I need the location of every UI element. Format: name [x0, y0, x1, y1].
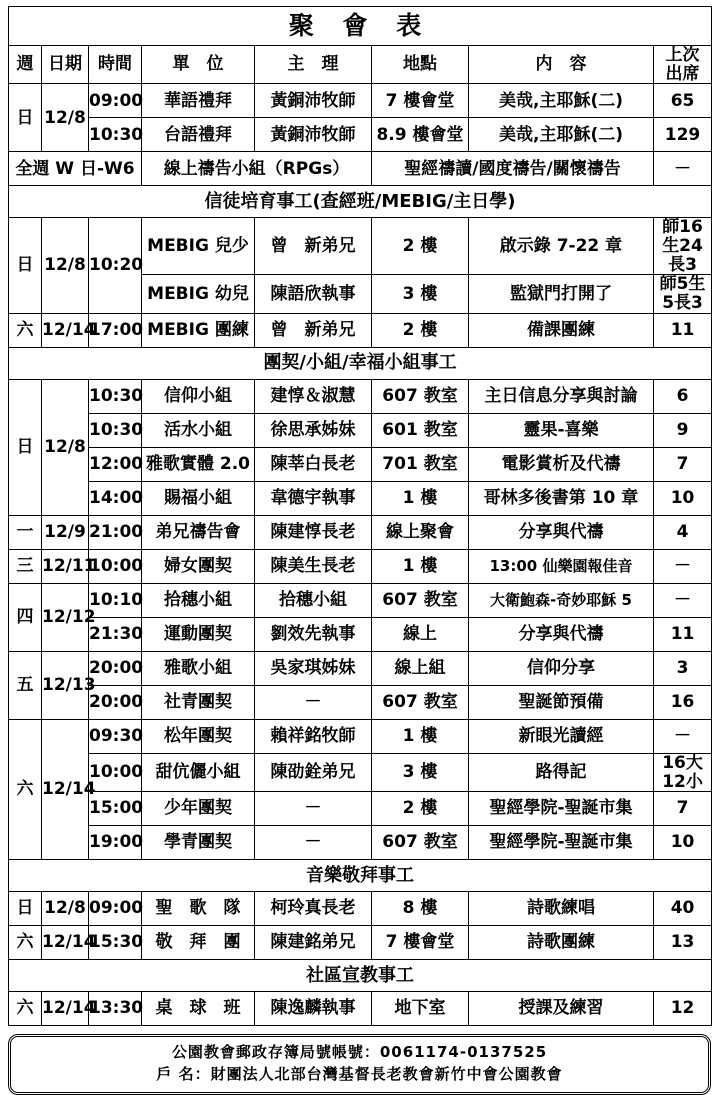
cell-time: 10:30 [89, 379, 142, 413]
cell-time: 21:30 [89, 617, 142, 651]
cell-week: 日 [9, 379, 42, 515]
section-heading: 社區宣教事工 [9, 960, 712, 992]
cell-attendance: 11 [654, 313, 712, 347]
cell-content: 美哉,主耶穌(二) [469, 84, 654, 118]
table-row [9, 685, 712, 719]
table-row [9, 826, 712, 860]
cell-unit: 桌 球 班 [142, 992, 255, 1026]
bank-account-footer [8, 1034, 711, 1095]
cell-content: 路得記 [469, 753, 654, 791]
cell-place: 地下室 [372, 992, 469, 1026]
cell-week: 四 [9, 583, 42, 651]
table-row [9, 447, 712, 481]
cell-host: 陳語欣執事 [255, 275, 372, 313]
cell-unit: 活水小組 [142, 413, 255, 447]
cell-time: 19:00 [89, 826, 142, 860]
cell-host: － [255, 685, 372, 719]
cell-time: 10:20 [89, 218, 142, 313]
cell-attendance: 65 [654, 84, 712, 118]
cell-time: 09:30 [89, 719, 142, 753]
cell-time: 13:30 [89, 992, 142, 1026]
cell-content: 美哉,主耶穌(二) [469, 118, 654, 152]
cell-attendance: 6 [654, 379, 712, 413]
cell-unit: MEBIG 兒少 [142, 218, 255, 275]
table-row [9, 651, 712, 685]
cell-host: 韋德宇執事 [255, 481, 372, 515]
cell-attendance: 7 [654, 447, 712, 481]
cell-place: 607 教室 [372, 583, 469, 617]
cell-attendance: 129 [654, 118, 712, 152]
cell-date: 12/14 [42, 926, 89, 960]
cell-host: 陳建銘弟兄 [255, 926, 372, 960]
col-header-content: 内 容 [469, 46, 654, 84]
cell-attendance: 10 [654, 826, 712, 860]
table-row [9, 926, 712, 960]
cell-unit: 甜伉儷小組 [142, 753, 255, 791]
cell-attendance: － [654, 152, 712, 186]
cell-place: 607 教室 [372, 685, 469, 719]
cell-time: 09:00 [89, 84, 142, 118]
cell-content: 分享與代禱 [469, 617, 654, 651]
table-row [9, 583, 712, 617]
cell-content: 聖經學院-聖誕市集 [469, 826, 654, 860]
cell-week: 三 [9, 549, 42, 583]
cell-attendance: － [654, 719, 712, 753]
cell-content: 備課團練 [469, 313, 654, 347]
footer-line-account: 公園教會郵政存簿局號帳號：0061174-0137525 [171, 1043, 548, 1062]
cell-week: 五 [9, 651, 42, 719]
cell-date: 12/14 [42, 719, 89, 859]
schedule-table [8, 6, 712, 1026]
cell-unit: 雅歌小組 [142, 651, 255, 685]
cell-time: 15:30 [89, 926, 142, 960]
cell-attendance: 12 [654, 992, 712, 1026]
cell-host: 建惇＆淑慧 [255, 379, 372, 413]
table-row [9, 753, 712, 791]
cell-content: 電影賞析及代禱 [469, 447, 654, 481]
cell-host: 黃銅沛牧師 [255, 118, 372, 152]
cell-host: 拾穗小組 [255, 583, 372, 617]
cell-host: 陳劭銓弟兄 [255, 753, 372, 791]
col-header-attendance [654, 46, 712, 84]
cell-content: 靈果-喜樂 [469, 413, 654, 447]
sheet-title-row [9, 7, 712, 46]
cell-place: 601 教室 [372, 413, 469, 447]
cell-place: 701 教室 [372, 447, 469, 481]
cell-unit: 台語禮拜 [142, 118, 255, 152]
cell-date: 12/12 [42, 583, 89, 651]
cell-time: 10:00 [89, 753, 142, 791]
cell-content: 聖誕節預備 [469, 685, 654, 719]
col-header-host: 主 理 [255, 46, 372, 84]
cell-time: 17:00 [89, 313, 142, 347]
cell-unit: 學青團契 [142, 826, 255, 860]
col-header-unit: 單 位 [142, 46, 255, 84]
cell-place: 607 教室 [372, 826, 469, 860]
cell-attendance: 11 [654, 617, 712, 651]
cell-content: 哥林多後書第 10 章 [469, 481, 654, 515]
section-heading-row [9, 860, 712, 892]
cell-content: 監獄門打開了 [469, 275, 654, 313]
cell-unit: MEBIG 團練 [142, 313, 255, 347]
col-header-attendance-line1: 上次 [665, 45, 700, 65]
table-row [9, 118, 712, 152]
cell-time: 20:00 [89, 685, 142, 719]
cell-week: 日 [9, 218, 42, 313]
cell-host: 徐思承姊妹 [255, 413, 372, 447]
cell-content: 分享與代禱 [469, 515, 654, 549]
cell-week: 六 [9, 719, 42, 859]
cell-date: 12/8 [42, 379, 89, 515]
cell-unit: 社青團契 [142, 685, 255, 719]
cell-rpg-label: 全週 W 日-W6 [9, 152, 142, 186]
cell-time: 21:00 [89, 515, 142, 549]
cell-place: 607 教室 [372, 379, 469, 413]
section-heading-row [9, 186, 712, 218]
cell-place: 線上聚會 [372, 515, 469, 549]
footer-line-name: 戶 名：財團法人北部台灣基督長老教會新竹中會公園教會 [156, 1064, 563, 1083]
cell-unit: 賜福小組 [142, 481, 255, 515]
cell-time: 10:00 [89, 549, 142, 583]
cell-unit: 華語禮拜 [142, 84, 255, 118]
cell-host: 曾 新弟兄 [255, 313, 372, 347]
cell-time: 15:00 [89, 792, 142, 826]
cell-week: 六 [9, 313, 42, 347]
cell-date: 12/8 [42, 218, 89, 313]
cell-place: 7 樓會堂 [372, 926, 469, 960]
col-header-date: 日期 [42, 46, 89, 84]
table-row [9, 617, 712, 651]
section-heading: 音樂敬拜事工 [9, 860, 712, 892]
cell-content: 授課及練習 [469, 992, 654, 1026]
cell-attendance: 40 [654, 892, 712, 926]
cell-week: 一 [9, 515, 42, 549]
cell-host: 吳家琪姊妹 [255, 651, 372, 685]
cell-host: 賴祥銘牧師 [255, 719, 372, 753]
table-row [9, 792, 712, 826]
table-row [9, 719, 712, 753]
cell-content: 13:00 仙樂園報佳音 [469, 549, 654, 583]
cell-week: 日 [9, 892, 42, 926]
cell-attendance: 16 [654, 685, 712, 719]
cell-host: 陳美生長老 [255, 549, 372, 583]
cell-attendance: － [654, 549, 712, 583]
cell-place: 8.9 樓會堂 [372, 118, 469, 152]
page-title: 聚 會 表 [9, 7, 712, 46]
cell-place: 1 樓 [372, 549, 469, 583]
cell-unit: 敬 拜 團 [142, 926, 255, 960]
col-header-place: 地點 [372, 46, 469, 84]
cell-date: 12/9 [42, 515, 89, 549]
cell-attendance: 3 [654, 651, 712, 685]
cell-attendance: 師16生24長3 [654, 218, 712, 275]
cell-time: 09:00 [89, 892, 142, 926]
cell-host: － [255, 792, 372, 826]
section-heading: 團契/小組/幸福小組事工 [9, 347, 712, 379]
cell-place: 1 樓 [372, 719, 469, 753]
table-row [9, 413, 712, 447]
cell-unit: 松年團契 [142, 719, 255, 753]
cell-unit: 少年團契 [142, 792, 255, 826]
cell-place: 3 樓 [372, 753, 469, 791]
cell-host: 柯玲真長老 [255, 892, 372, 926]
cell-content: 信仰分享 [469, 651, 654, 685]
cell-rpg-content: 聖經禱讀/國度禱告/關懷禱告 [372, 152, 654, 186]
cell-unit: 婦女團契 [142, 549, 255, 583]
table-row [9, 218, 712, 275]
table-row [9, 515, 712, 549]
cell-host: 劉效先執事 [255, 617, 372, 651]
cell-content: 主日信息分享與討論 [469, 379, 654, 413]
section-heading-row [9, 960, 712, 992]
cell-place: 2 樓 [372, 313, 469, 347]
cell-time: 10:30 [89, 118, 142, 152]
cell-content: 大衛鮑森-奇妙耶穌 5 [469, 583, 654, 617]
cell-attendance: 16大12小 [654, 753, 712, 791]
cell-date: 12/13 [42, 651, 89, 719]
table-row [9, 84, 712, 118]
cell-week: 六 [9, 926, 42, 960]
cell-place: 7 樓會堂 [372, 84, 469, 118]
cell-rpg-unit: 線上禱告小組（RPGs） [142, 152, 372, 186]
cell-host: 陳逸麟執事 [255, 992, 372, 1026]
table-row [9, 379, 712, 413]
cell-content: 聖經學院-聖誕市集 [469, 792, 654, 826]
cell-date: 12/14 [42, 992, 89, 1026]
table-row [9, 481, 712, 515]
col-header-week: 週 [9, 46, 42, 84]
cell-host: 陳莘白長老 [255, 447, 372, 481]
cell-place: 8 樓 [372, 892, 469, 926]
cell-place: 2 樓 [372, 218, 469, 275]
table-row [9, 892, 712, 926]
table-row [9, 992, 712, 1026]
cell-host: － [255, 826, 372, 860]
cell-place: 3 樓 [372, 275, 469, 313]
cell-attendance: 師5生5長3 [654, 275, 712, 313]
cell-time: 12:00 [89, 447, 142, 481]
table-row [9, 313, 712, 347]
table-header-row [9, 46, 712, 84]
cell-date: 12/11 [42, 549, 89, 583]
cell-date: 12/8 [42, 892, 89, 926]
cell-date: 12/14 [42, 313, 89, 347]
cell-content: 啟示錄 7-22 章 [469, 218, 654, 275]
cell-content: 新眼光讀經 [469, 719, 654, 753]
cell-time: 10:10 [89, 583, 142, 617]
cell-time: 10:30 [89, 413, 142, 447]
cell-week: 六 [9, 992, 42, 1026]
cell-host: 曾 新弟兄 [255, 218, 372, 275]
cell-unit: 雅歌實體 2.0 [142, 447, 255, 481]
cell-attendance: 10 [654, 481, 712, 515]
cell-unit: 弟兄禱告會 [142, 515, 255, 549]
section-heading: 信徒培育事工(查經班/MEBIG/主日學) [9, 186, 712, 218]
section-heading-row [9, 347, 712, 379]
cell-unit: 運動團契 [142, 617, 255, 651]
cell-unit: 聖 歌 隊 [142, 892, 255, 926]
cell-attendance: 7 [654, 792, 712, 826]
table-row [9, 549, 712, 583]
cell-place: 線上 [372, 617, 469, 651]
cell-place: 線上組 [372, 651, 469, 685]
cell-host: 陳建惇長老 [255, 515, 372, 549]
cell-attendance: 9 [654, 413, 712, 447]
col-header-attendance-line2: 出席 [665, 63, 700, 84]
cell-host: 黃銅沛牧師 [255, 84, 372, 118]
cell-week: 日 [9, 84, 42, 152]
cell-attendance: 4 [654, 515, 712, 549]
cell-time: 14:00 [89, 481, 142, 515]
cell-place: 1 樓 [372, 481, 469, 515]
cell-content: 詩歌團練 [469, 926, 654, 960]
cell-place: 2 樓 [372, 792, 469, 826]
cell-content: 詩歌練唱 [469, 892, 654, 926]
cell-time: 20:00 [89, 651, 142, 685]
table-row-rpg [9, 152, 712, 186]
cell-unit: MEBIG 幼兒 [142, 275, 255, 313]
cell-unit: 信仰小組 [142, 379, 255, 413]
cell-attendance: 13 [654, 926, 712, 960]
cell-attendance: － [654, 583, 712, 617]
col-header-time: 時間 [89, 46, 142, 84]
cell-date: 12/8 [42, 84, 89, 152]
cell-unit: 拾穗小組 [142, 583, 255, 617]
